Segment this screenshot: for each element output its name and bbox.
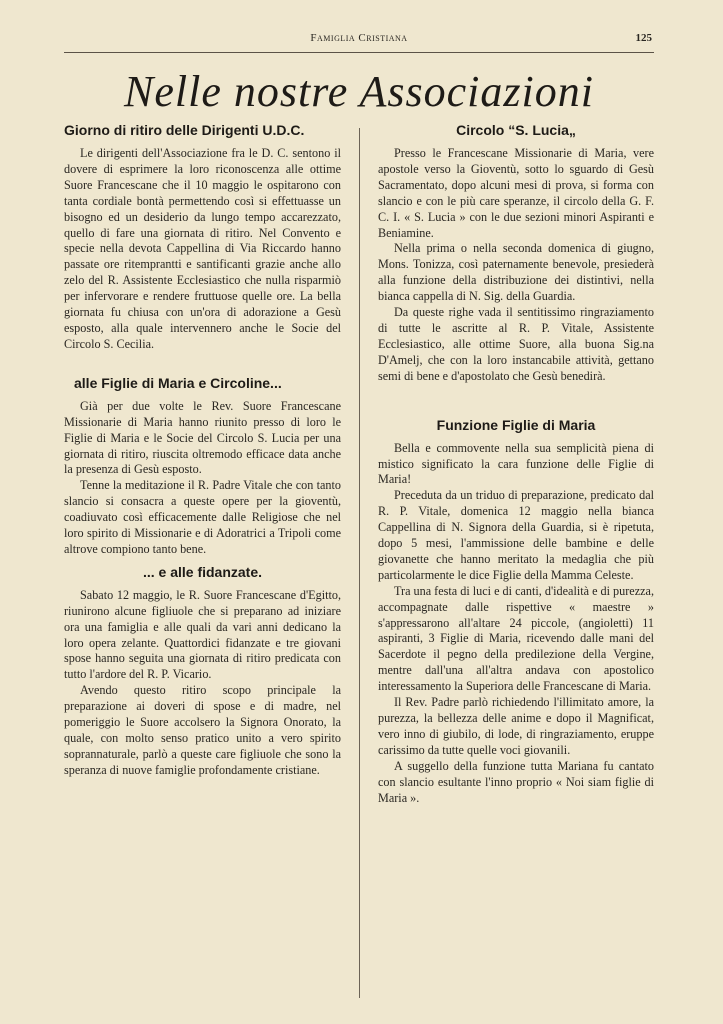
article-paragraph: Nella prima o nella seconda domenica di giugno, Mons. Tonizza, così paternamente benevole, presiederà alla funzione della distribuzione dei distintivi, nella bianca cappella di N. Sig. della Guardia. (378, 241, 654, 304)
page-title: Nelle nostre Associazioni (124, 67, 594, 116)
article-paragraph: Bella e commovente nella sua semplicità piena di mistico significato la cara funzione delle Figlie di Maria! (378, 440, 654, 487)
section-heading-fidanzate: ... e alle fidanzate. (142, 563, 263, 580)
article-paragraph: Da queste righe vada il sentitissimo ringraziamento di tutte le ascritte al R. P. Vitale, Assistente Ecclesiastico, alle ottime Suore, alla buona Sig.na D'Amelj, che con la loro instancabile attività, gettano semi di bene e d'apostolato che Gesù benedirà. (378, 305, 654, 383)
article-paragraph: Presso le Francescane Missionarie di Maria, vere apostole verso la Gioventù, sotto lo sguardo di Gesù Sacramentato, dopo alcuni mesi di prova, si forma con slancio e con le più care speranze, il circolo della G. F. C. I. « S. Lucia » con le due sezioni minori Aspiranti e Beniamine. (378, 146, 654, 240)
page-number: 125 (635, 32, 652, 44)
article-paragraph: Preceduta da un triduo di preparazione, predicato dal R. P. Vitale, domenica 12 maggio nella bianca Cappellina di N. Signora della Guardia, si è ripetuta, dopo 5 mesi, l'ammissione delle bambine e delle giovanette che hanno meritato la medaglia che più particolarmente le dice Figlie della Mamma Celeste. (378, 488, 654, 582)
column-divider (359, 128, 360, 998)
article-paragraph: Tenne la meditazione il R. Padre Vitale che con tanto slancio si consacra a queste opere per la gioventù, coadiuvato così efficacemente dalle Religiose che nel loro spirito di Missionarie e di Adoratrici a Tripoli come altrove compiono tanto bene. (64, 478, 341, 556)
section-heading-funzione-figlie: Funzione Figlie di Maria (436, 416, 596, 433)
article-paragraph: Sabato 12 maggio, le R. Suore Francescane d'Egitto, riunirono alcune figliuole che si preparano ad iniziare ora una famiglia e alle quali da vari anni dedicano la loro opera zelante. Quattordici fidanzate e tre giovani spose hanno seguita una giornata di ritiro predicata con tutto l'ardore del R. P. Vicario. (64, 587, 341, 682)
right-column (378, 122, 654, 806)
section-heading-ritiro-dirigenti: Giorno di ritiro delle Dirigenti U.D.C. (64, 122, 305, 138)
left-column (64, 122, 341, 779)
article-paragraph: Il Rev. Padre parlò richiedendo l'illimitato amore, la purezza, la bellezza delle anime e dopo il Magnificat, vero inno di giubilo, di lode, di ringraziamento, eruppe carissimo da tutte quelle voci giovanili. (378, 695, 654, 757)
article-paragraph: Avendo questo ritiro scopo principale la preparazione ai doveri di spose e di madre, nel pomeriggio le Suore accolsero la Signora Onorato, la quale, con molto senso pratico unito a vero spirito soprannaturale, parlò a queste care figliuole che sono la speranza di nuove famiglie profondamente cristiane. (64, 683, 341, 777)
section-heading-figlie-circoline: alle Figlie di Maria e Circoline... (74, 374, 282, 391)
article-paragraph: Tra una festa di luci e di canti, d'idealità e di purezza, accompagnate dalle rispettive « maestre » s'appressarono all'altare 24 piccole, (angioletti) 11 aspiranti, 3 Figlie di Maria, ricevendo dalle mani del Sacerdote il pegno della predilezione della Vergine, mentre dall'una all'altra andava con apostolico interessamento la Superiora delle Francescane di Maria. (378, 583, 654, 694)
article-paragraph: A suggello della funzione tutta Mariana fu cantato con slancio esultante l'inno proprio « Noi siam figlie di Maria ». (378, 758, 654, 805)
running-title: Famiglia Cristiana (310, 32, 408, 44)
section-heading-circolo-lucia: Circolo “S. Lucia„ (456, 122, 576, 138)
running-header (64, 30, 654, 53)
article-paragraph: Già per due volte le Rev. Suore Francescane Missionarie di Maria hanno riunito presso di loro le Figlie di Maria e le Socie del Circolo S. Lucia per una giornata di ritiro, riuscita oltremodo efficace data anche la presenza di Gesù esposto. (64, 398, 341, 477)
article-paragraph: Le dirigenti dell'Associazione fra le D. C. sentono il dovere di esprimere la loro riconoscenza alle ottime Suore Francescane che il 10 maggio le ospitarono con tanta cordiale bontà permettendo così si effettuasse un bisogno ed un desiderio da lungo tempo accarezzato, quello di fare una giornata di ritiro. Nel Convento e specie nella devota Cappellina di Via Riccardo hanno passate ore ritemprantti e santificanti grazie anche allo zelo del R. Assistente Ecclesiastico che nulla risparmiò per infervorare e rendere fruttuose quelle ore. La bella giornata fu chiusa con un'ora di adorazione a Gesù esposto, alla quale intervennero anche le Socie del Circolo S. Cecilia. (64, 146, 341, 351)
